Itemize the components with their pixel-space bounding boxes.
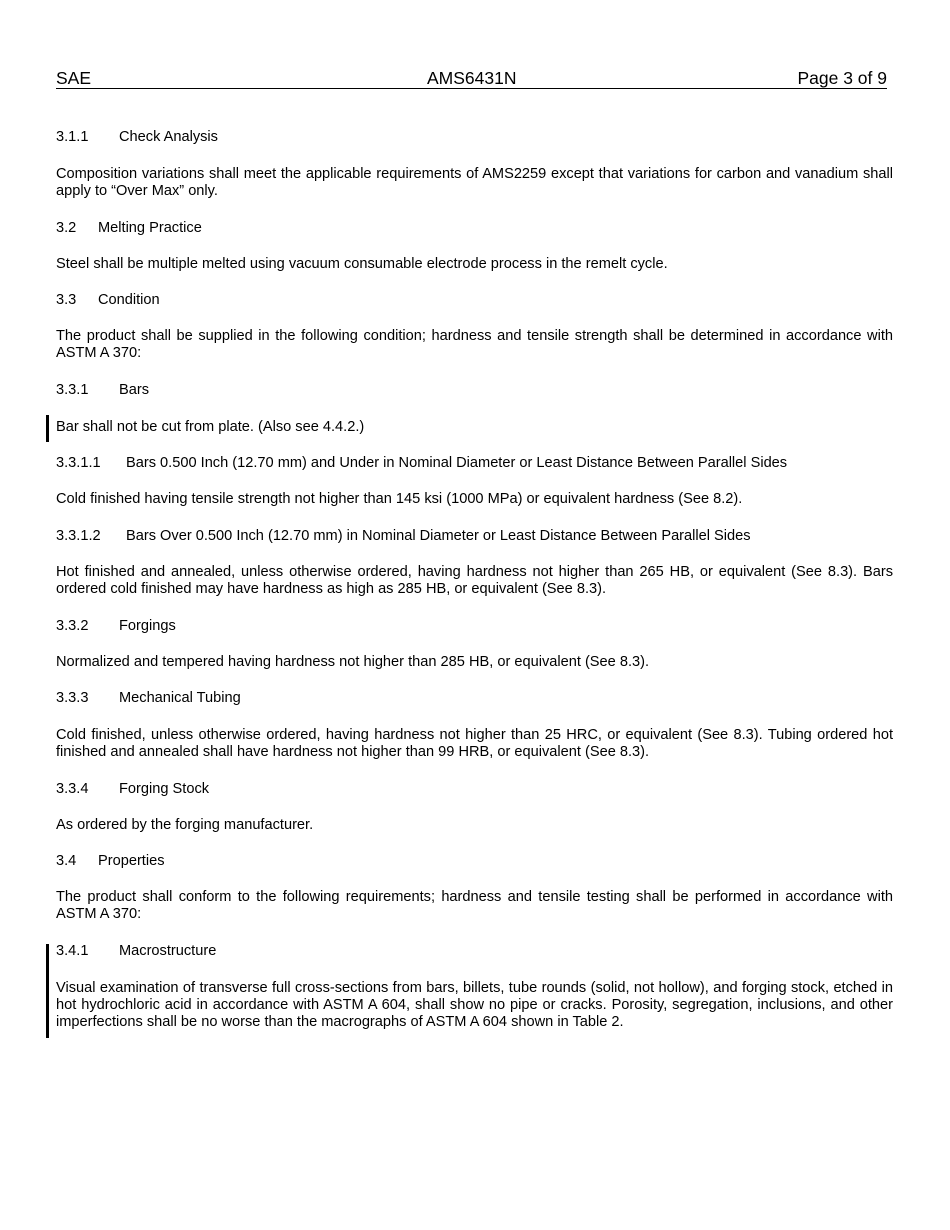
paragraph-properties: The product shall conform to the following requirements; hardness and tensile testing shall be performed in accordance with ASTM A 370: — [56, 889, 893, 922]
section-title: Melting Practice — [98, 220, 202, 236]
section-title: Macrostructure — [119, 943, 217, 959]
paragraph-forging-stock: As ordered by the forging manufacturer. — [56, 817, 314, 833]
header-page-number: Page 3 of 9 — [797, 68, 887, 88]
paragraph-bars: Bar shall not be cut from plate. (Also see 4.4.2.) — [56, 419, 365, 435]
section-number: 3.3.2 — [56, 618, 89, 634]
revision-bar — [46, 415, 49, 442]
section-title: Properties — [98, 853, 165, 869]
section-heading-3-4 — [56, 853, 893, 870]
section-number: 3.3.4 — [56, 781, 89, 797]
section-heading-3-3-4 — [56, 781, 893, 798]
section-title: Bars — [119, 382, 150, 398]
section-heading-3-3-1-1 — [56, 455, 893, 472]
section-heading-3-3-2 — [56, 618, 893, 635]
revision-bar — [46, 944, 49, 1038]
section-number: 3.3 — [56, 292, 77, 308]
paragraph-macrostructure: Visual examination of transverse full cross-sections from bars, billets, tube rounds (solid, not hollow), and forging stock, etched in hot hydrochloric acid in accordance with ASTM A 604, shall show no pipe or cracks. Porosity, segregation, inclusions, and other imperfections shall be no worse than the macrographs of ASTM A 604 shown in Table 2. — [56, 980, 893, 1030]
paragraph-mechanical-tubing: Cold finished, unless otherwise ordered, having hardness not higher than 25 HRC, or equivalent (See 8.3). Tubing ordered hot finished and annealed shall have hardness not higher than 99 HRB, or equivalent (See 8.3). — [56, 727, 893, 760]
paragraph-check-analysis: Composition variations shall meet the applicable requirements of AMS2259 except that variations for carbon and vanadium shall apply to “Over Max” only. — [56, 166, 893, 199]
section-number: 3.1.1 — [56, 129, 89, 145]
section-title: Bars Over 0.500 Inch (12.70 mm) in Nominal Diameter or Least Distance Between Parallel Sides — [126, 528, 751, 544]
section-title: Forging Stock — [119, 781, 210, 797]
section-title: Mechanical Tubing — [119, 690, 241, 706]
section-number: 3.3.1 — [56, 382, 89, 398]
page-header — [56, 68, 887, 89]
header-doc-number: AMS6431N — [427, 68, 517, 88]
section-heading-3-3-1-2 — [56, 528, 893, 545]
paragraph-melting-practice: Steel shall be multiple melted using vacuum consumable electrode process in the remelt cycle. — [56, 256, 668, 272]
section-number: 3.3.1.1 — [56, 455, 101, 471]
section-number: 3.3.1.2 — [56, 528, 101, 544]
section-heading-3-1-1 — [56, 129, 893, 146]
section-number: 3.4 — [56, 853, 77, 869]
section-title: Bars 0.500 Inch (12.70 mm) and Under in Nominal Diameter or Least Distance Between Parallel Sides — [126, 455, 788, 471]
section-title: Check Analysis — [119, 129, 218, 145]
section-title: Condition — [98, 292, 160, 308]
paragraph-forgings: Normalized and tempered having hardness not higher than 285 HB, or equivalent (See 8.3). — [56, 654, 650, 670]
section-heading-3-2 — [56, 220, 893, 237]
section-heading-3-3-1 — [56, 382, 893, 399]
paragraph-bars-over: Hot finished and annealed, unless otherwise ordered, having hardness not higher than 265 HB, or equivalent (See 8.3). Bars ordered cold finished may have hardness as high as 285 HB, or equivalent (See 8.3). — [56, 564, 893, 597]
header-org: SAE — [56, 68, 92, 88]
paragraph-bars-under: Cold finished having tensile strength not higher than 145 ksi (1000 MPa) or equivalent hardness (See 8.2). — [56, 491, 743, 507]
section-heading-3-3 — [56, 292, 893, 309]
section-heading-3-4-1 — [56, 943, 893, 960]
section-number: 3.4.1 — [56, 943, 89, 959]
section-heading-3-3-3 — [56, 690, 893, 707]
paragraph-condition: The product shall be supplied in the following condition; hardness and tensile strength shall be determined in accordance with ASTM A 370: — [56, 328, 893, 361]
section-number: 3.2 — [56, 220, 77, 236]
section-number: 3.3.3 — [56, 690, 89, 706]
section-title: Forgings — [119, 618, 176, 634]
